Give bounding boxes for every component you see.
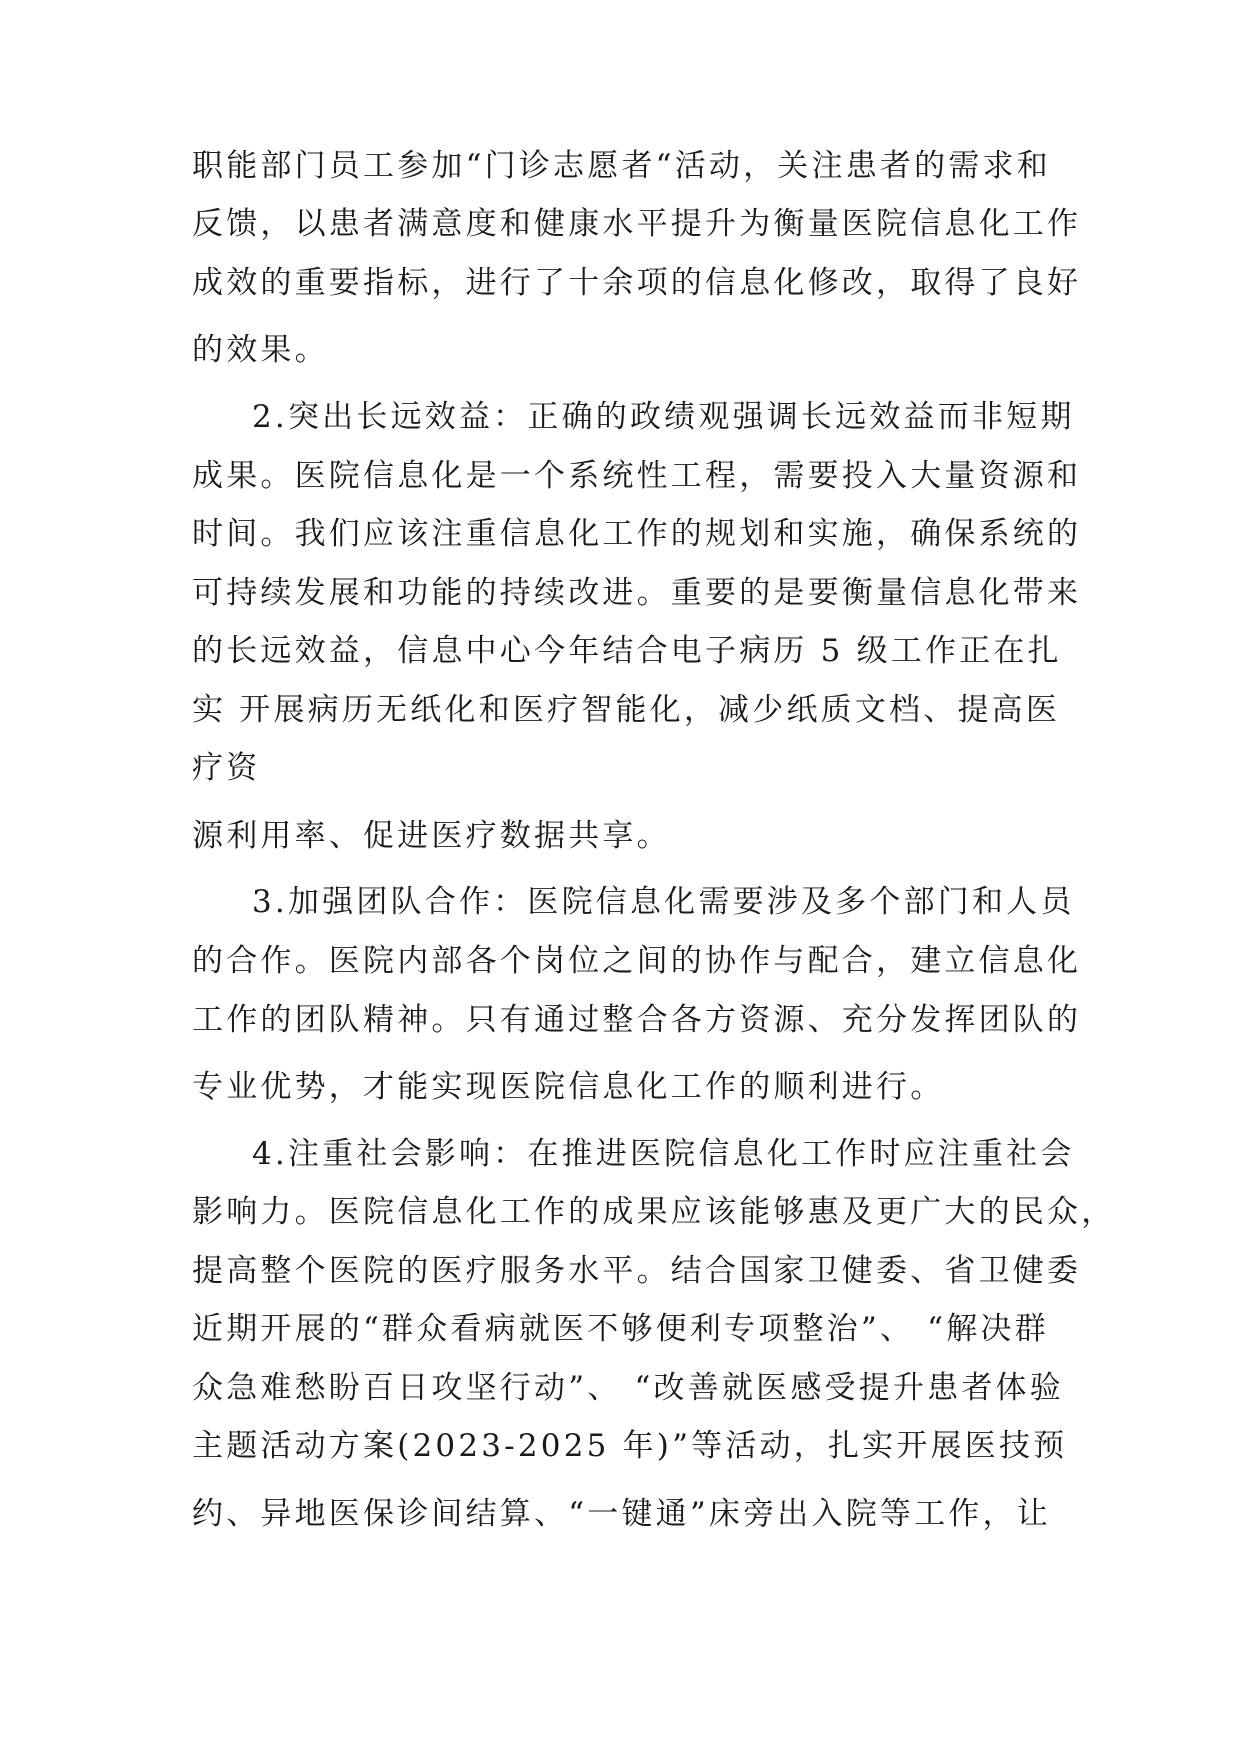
text-line: 成效的重要指标，进行了十余项的信息化修改，取得了良好 xyxy=(192,265,1082,301)
text-line: 提高整个医院的医疗服务水平。结合国家卫健委、省卫健委 xyxy=(192,1253,1082,1289)
text-line: 的效果。 xyxy=(192,332,329,368)
text-line: 源利用率、促进医疗数据共享。 xyxy=(192,818,671,854)
text-line: 可持续发展和功能的持续改进。重要的是要衡量信息化带来 xyxy=(192,575,1082,611)
text-line: 的长远效益，信息中心今年结合电子病历 5 级工作正在扎 xyxy=(192,633,1062,669)
paragraph-4-heading-line: 4.注重社会影响：在推进医院信息化工作时应注重社会 xyxy=(252,1136,1075,1172)
text-line: 反馈，以患者满意度和健康水平提升为衡量医院信息化工作 xyxy=(192,206,1082,242)
text-line: 工作的团队精神。只有通过整合各方资源、充分发挥团队的 xyxy=(192,1002,1082,1038)
text-line: 专业优势，才能实现医院信息化工作的顺利进行。 xyxy=(192,1069,945,1105)
text-line: 成果。医院信息化是一个系统性工程，需要投入大量资源和 xyxy=(192,458,1082,494)
text-line: 职能部门员工参加“门诊志愿者“活动，关注患者的需求和 xyxy=(192,148,1051,184)
text-line: 约、异地医保诊间结算、“一键通”床旁出入院等工作，让 xyxy=(192,1496,1051,1532)
text-line: 影响力。医院信息化工作的成果应该能够惠及更广大的民众， xyxy=(192,1194,1116,1230)
text-line: 众急难愁盼百日攻坚行动”、 “改善就医感受提升患者体验 xyxy=(192,1370,1064,1406)
text-line: 主题活动方案(2023-2025 年)”等活动，扎实开展医技预 xyxy=(192,1428,1068,1464)
text-line: 的合作。医院内部各个岗位之间的协作与配合，建立信息化 xyxy=(192,943,1082,979)
text-line: 近期开展的“群众看病就医不够便利专项整治”、 “解决群 xyxy=(192,1311,1049,1347)
text-line: 疗资 xyxy=(192,750,261,786)
paragraph-2-heading-line: 2.突出长远效益：正确的政绩观强调长远效益而非短期 xyxy=(252,399,1075,435)
text-line: 时间。我们应该注重信息化工作的规划和实施，确保系统的 xyxy=(192,516,1082,552)
paragraph-3-heading-line: 3.加强团队合作：医院信息化需要涉及多个部门和人员 xyxy=(252,884,1075,920)
text-line: 实 开展病历无纸化和医疗智能化，减少纸质文档、提高医 xyxy=(192,692,1061,728)
